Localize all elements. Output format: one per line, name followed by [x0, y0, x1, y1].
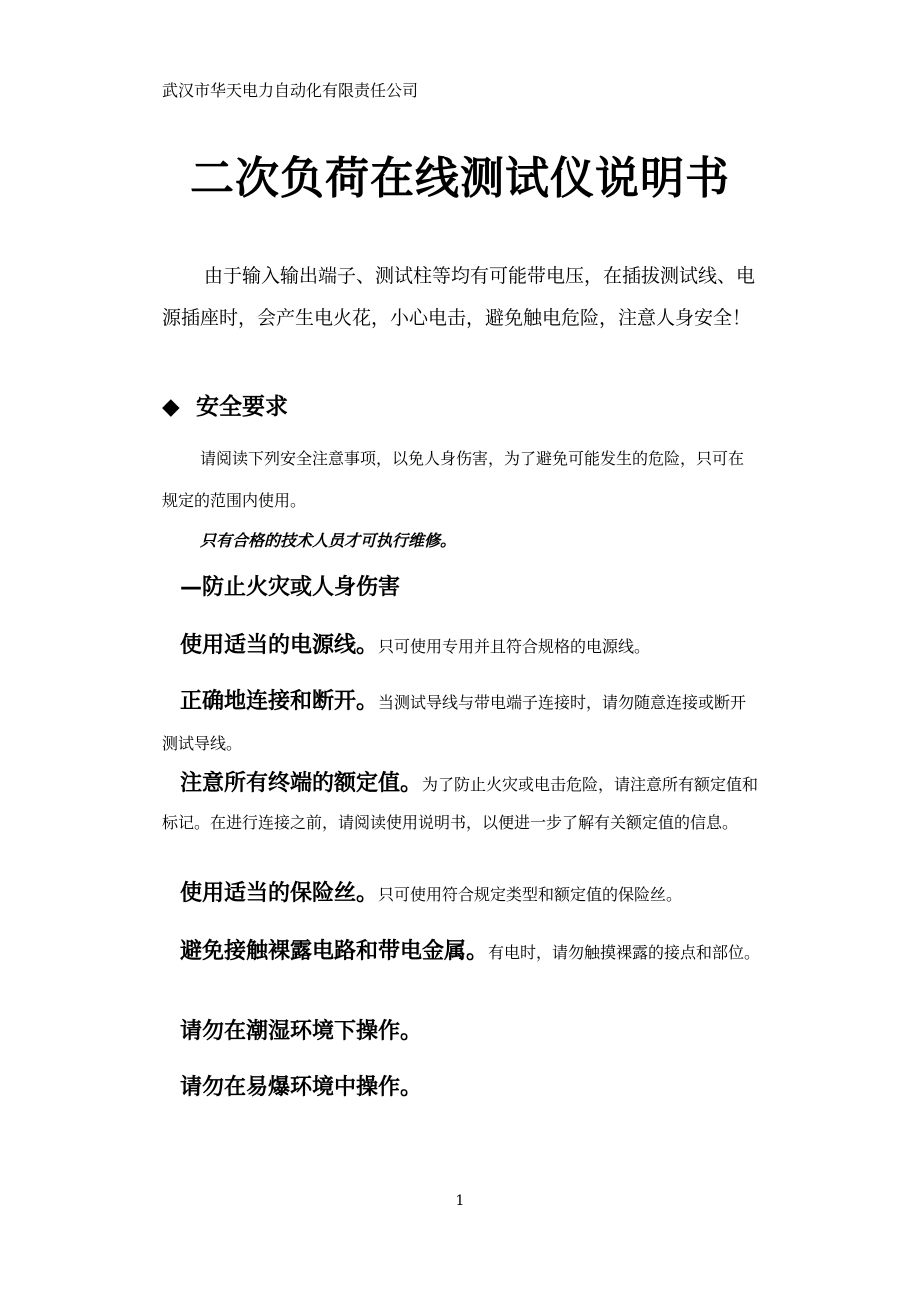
warning-paragraph: 由于输入输出端子、测试柱等均有可能带电压，在插拔测试线、电源插座时，会产生电火花，小心电击，避免触电危险，注意人身安全！: [162, 265, 756, 329]
company-header: 武汉市华天电力自动化有限责任公司: [162, 81, 419, 100]
safety-item: [162, 628, 762, 666]
safety-item-lead: 避免接触裸露电路和带电金属。: [180, 939, 489, 964]
section-heading-safety: [162, 388, 288, 421]
diamond-bullet-icon: ◆: [162, 394, 180, 420]
safety-intro-paragraph: 请阅读下列安全注意事项，以免人身伤害，为了避免可能发生的危险，只可在规定的范围内使用。: [162, 449, 745, 510]
safety-item-desc: 只可使用符合规定类型和额定值的保险丝。: [378, 885, 683, 904]
safety-item: [162, 682, 762, 765]
safety-item-desc: 为了防止火灾或电击危险，请注意所有额定值和标记。在进行连接之前，请阅读使用说明书，以便进一步了解有关额定值的信息。: [162, 775, 759, 832]
fire-injury-subheading: —防止火灾或人身伤害: [180, 575, 401, 600]
section-heading-label: 安全要求: [196, 394, 289, 420]
safety-item-lead: 使用适当的保险丝。: [180, 881, 379, 906]
safety-item-lead: 请勿在潮湿环境下操作。: [180, 1019, 423, 1044]
safety-item: [162, 765, 762, 843]
safety-item-lead: 正确地连接和断开。: [180, 689, 379, 714]
safety-item-lead: 注意所有终端的额定值。: [180, 771, 423, 796]
safety-item-desc: 有电时，请勿触摸裸露的接点和部位。: [488, 943, 761, 962]
safety-item-lead: 请勿在易爆环境中操作。: [180, 1075, 423, 1100]
safety-item: [162, 1014, 762, 1052]
safety-item: [162, 932, 762, 974]
safety-item: [162, 1070, 762, 1108]
page-number: 1: [455, 1193, 465, 1209]
safety-item-desc: 只可使用专用并且符合规格的电源线。: [378, 637, 651, 656]
safety-item-desc: 当测试导线与带电端子连接时，请勿随意连接或断开测试导线。: [162, 693, 747, 753]
maintenance-note: 只有合格的技术人员才可执行维修。: [200, 531, 457, 550]
safety-item-lead: 使用适当的电源线。: [180, 633, 379, 658]
safety-item: [162, 876, 762, 914]
document-title: 二次负荷在线测试仪说明书: [190, 153, 730, 204]
